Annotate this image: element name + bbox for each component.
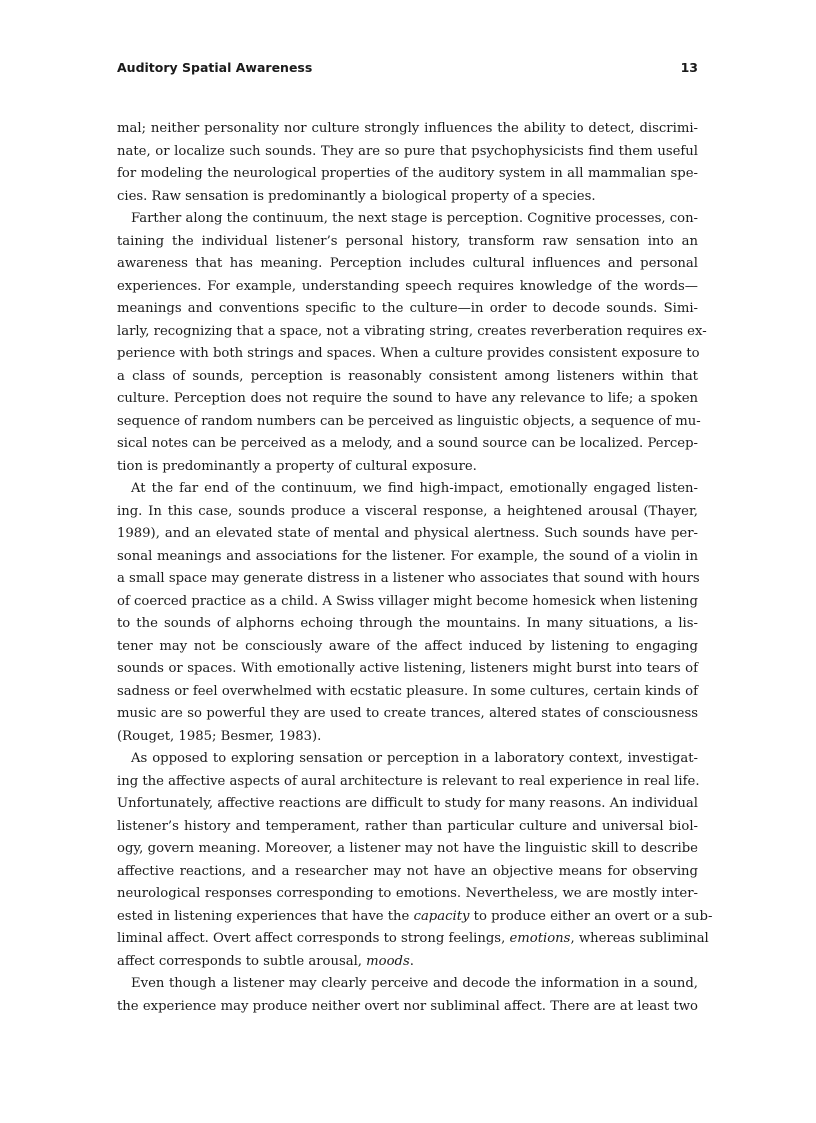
- text-line: neurological responses corresponding to emotions. Nevertheless, we are mostly inter-: [117, 886, 698, 901]
- text-line: ing the affective aspects of aural architecture is relevant to real experience in real life.: [117, 773, 700, 789]
- text-line: perience with both strings and spaces. When a culture provides consistent exposure to: [117, 346, 700, 361]
- page-number: 13: [680, 60, 698, 75]
- text-segment: to produce either an overt or a sub-: [469, 908, 713, 924]
- running-head: [117, 60, 698, 78]
- text-line: sequence of random numbers can be perceived as linguistic objects, a sequence of mu-: [117, 413, 701, 429]
- italic-term: capacity: [413, 908, 470, 924]
- text-line: Even though a listener may clearly perceive and decode the information in a sound,: [131, 976, 698, 991]
- text-segment: , whereas subliminal: [570, 931, 709, 946]
- text-line: the experience may produce neither overt nor subliminal affect. There are at least two: [117, 998, 698, 1014]
- running-title: Auditory Spatial Awareness: [117, 60, 313, 75]
- text-segment: affect corresponds to subtle arousal,: [117, 953, 367, 969]
- text-line: for modeling the neurological properties of the auditory system in all mammalian spe-: [117, 166, 698, 181]
- text-segment: .: [409, 953, 414, 969]
- text-line: 1989), and an elevated state of mental and physical alertness. Such sounds have per-: [117, 526, 698, 541]
- text-line: culture. Perception does not require the sound to have any relevance to life; a spoken: [117, 391, 698, 406]
- text-line: ogy, govern meaning. Moreover, a listener may not have the linguistic skill to describe: [117, 841, 698, 856]
- text-line: [117, 906, 713, 929]
- italic-term: emotions: [509, 931, 571, 946]
- text-line: listener’s history and temperament, rather than particular culture and universal biol-: [117, 818, 698, 834]
- text-line: affective reactions, and a researcher may not have an objective means for observing: [117, 863, 698, 879]
- text-line: tener may not be consciously aware of the affect induced by listening to engaging: [117, 638, 698, 654]
- body-text: [117, 118, 713, 1018]
- text-line: awareness that has meaning. Perception includes cultural influences and personal: [117, 256, 698, 271]
- text-line: meanings and conventions specific to the culture—in order to decode sounds. Simi-: [117, 301, 698, 316]
- text-line: As opposed to exploring sensation or perception in a laboratory context, investigat-: [131, 751, 698, 766]
- text-line: ing. In this case, sounds produce a visceral response, a heightened arousal (Thayer,: [117, 503, 698, 519]
- text-line: experiences. For example, understanding speech requires knowledge of the words—: [117, 278, 698, 294]
- text-line: larly, recognizing that a space, not a vibrating string, creates reverberation requires ex-: [117, 323, 707, 339]
- text-line: mal; neither personality nor culture strongly influences the ability to detect, discrimi-: [117, 121, 698, 136]
- text-line: sadness or feel overwhelmed with ecstatic pleasure. In some cultures, certain kinds of: [117, 683, 698, 699]
- text-segment: ested in listening experiences that have the: [117, 908, 414, 924]
- text-line: [117, 951, 698, 974]
- text-line: Farther along the continuum, the next stage is perception. Cognitive processes, con-: [131, 211, 699, 226]
- text-line: cies. Raw sensation is predominantly a biological property of a species.: [117, 188, 596, 204]
- text-line: Unfortunately, affective reactions are difficult to study for many reasons. An individual: [117, 796, 698, 811]
- text-line: nate, or localize such sounds. They are so pure that psychophysicists find them useful: [117, 143, 698, 159]
- italic-term: moods: [366, 953, 410, 969]
- text-line: At the far end of the continuum, we find high-impact, emotionally engaged listen-: [131, 481, 698, 496]
- text-line: sounds or spaces. With emotionally active listening, listeners might burst into tears of: [117, 661, 698, 676]
- text-segment: liminal affect. Overt affect corresponds to strong feelings,: [117, 931, 510, 946]
- text-line: a small space may generate distress in a listener who associates that sound with hours: [117, 571, 700, 586]
- text-line: tion is predominantly a property of cultural exposure.: [117, 458, 477, 474]
- text-line: (Rouget, 1985; Besmer, 1983).: [117, 728, 322, 744]
- text-line: sonal meanings and associations for the listener. For example, the sound of a violin in: [117, 548, 698, 564]
- text-line: of coerced practice as a child. A Swiss villager might become homesick when listening: [117, 593, 698, 609]
- text-line: a class of sounds, perception is reasonably consistent among listeners within that: [117, 368, 698, 384]
- text-line: music are so powerful they are used to create trances, altered states of consciousness: [117, 706, 698, 721]
- text-line: [117, 928, 709, 951]
- text-line: sical notes can be perceived as a melody, and a sound source can be localized. Percep-: [117, 436, 698, 451]
- text-line: to the sounds of alphorns echoing through the mountains. In many situations, a lis-: [117, 616, 698, 631]
- text-line: taining the individual listener’s personal history, transform raw sensation into an: [117, 233, 698, 249]
